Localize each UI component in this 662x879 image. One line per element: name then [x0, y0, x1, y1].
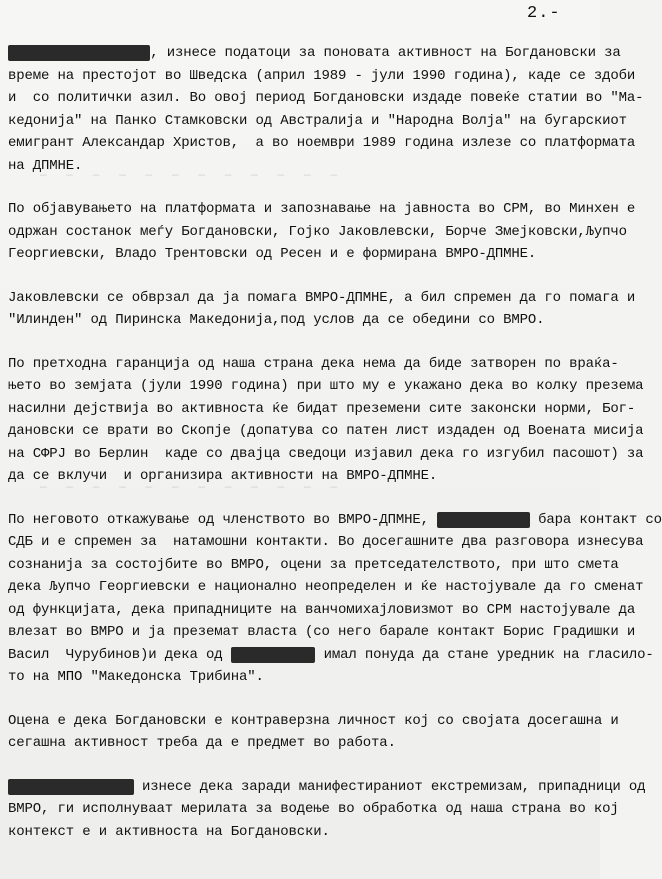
redacted-name: Величковски Добри [9, 45, 150, 61]
text-segment: дановски се врати во Скопје (допатува со патен лист издаден од Воената мисија [8, 423, 644, 439]
text-segment: на СФРЈ во Берлин каде со двајца сведоци изјавил дека го изгубил пасошот) за [8, 445, 644, 462]
text-segment: дека Љупчо Георгиевски е национално неопределен и ќе настојувале да го сменат [8, 579, 644, 595]
text-segment: насилни дејствија во активноста ќе бидат преземени сите законски норми, Бог- [8, 400, 636, 417]
text-segment: Оцена е дека Богдановски е контраверзна личност кој со својата досегашна и [8, 712, 619, 729]
text-line [8, 776, 646, 799]
text-segment: време на престојот во Шведска (април 1989 - јули 1990 година), каде се здоби [8, 67, 636, 84]
text-segment: од функцијата, дека припадниците на ванчомихајловизмот во СРМ настојувале да [8, 601, 636, 618]
text-line [8, 221, 627, 244]
redacted-name: Димо Попов [231, 646, 315, 663]
redacted-name: Богдановски [438, 511, 529, 528]
page-number: 2.- [527, 4, 561, 23]
text-segment: одржан состанок меѓу Богдановски, Гојко Јаковлевски, Борче Змејковски,Љупчо [8, 223, 627, 240]
text-line [8, 732, 593, 755]
text-segment: на ДПМНЕ. [8, 157, 83, 174]
text-line [8, 798, 619, 821]
text-line [8, 576, 644, 599]
paragraph [8, 287, 636, 332]
text-line [8, 65, 636, 88]
text-segment: , изнесе податоци за поновата активност на Богдановски за [150, 45, 621, 61]
text-line [8, 353, 619, 376]
text-line [8, 621, 636, 644]
text-segment: бара контакт со [529, 511, 662, 528]
show-through-text: — — — — — — — — — — — — [40, 170, 338, 182]
text-segment: контекст е и активноста на Богдановски. [8, 823, 330, 840]
text-segment: Васил Чурубинов)и дека од [8, 646, 231, 663]
text-line [8, 821, 593, 844]
paragraph [8, 42, 644, 177]
paragraph [8, 509, 662, 689]
text-line [8, 243, 593, 266]
text-segment: Георгиевски, Владо Трентовски од Ресен и е формирана ВМРО-ДПМНЕ. [8, 246, 537, 262]
text-line [8, 155, 593, 178]
text-line [8, 110, 627, 133]
text-segment: имал понуда да стане уредник на гласило- [315, 646, 654, 663]
text-line [8, 599, 636, 622]
text-line [8, 132, 636, 155]
text-line [8, 710, 619, 733]
text-line [8, 509, 662, 532]
paragraph [8, 353, 644, 488]
text-segment: По неговото откажување од членството во ВМРО-ДПМНЕ, [8, 511, 438, 528]
document-body [8, 42, 662, 864]
text-line [8, 42, 621, 65]
text-line [8, 443, 644, 466]
text-segment: сознанија за состојбите во ВМРО, оцени за претседателството, при што смета [8, 556, 619, 573]
show-through-text: — — — — — — — — — — — — [40, 482, 338, 494]
text-line [8, 375, 644, 398]
text-line [8, 666, 593, 689]
redacted-name: Божидар Кулески [9, 778, 133, 795]
text-segment: њето во земјата (јули 1990 година) при што му е укажано дека во колку презема [8, 378, 644, 394]
text-segment: влезат во ВМРО и ја преземат власта (со него барале контакт Борис Градишки и [8, 624, 636, 640]
text-segment: кедонија" на Панко Стамковски од Австралија и "Народна Волја" на бугарскиот [8, 112, 627, 129]
text-line [8, 644, 654, 667]
paragraph [8, 776, 646, 844]
text-segment: да се вклучи и организира активности на ВМРО-ДПМНЕ. [8, 468, 438, 484]
text-segment: По објавувањето на платформата и запознавање на јавноста во СРМ, во Минхен е [8, 201, 636, 217]
text-line [8, 198, 636, 221]
text-segment: Јаковлевски се обврзал да ја помага ВМРО-ДПМНЕ, а бил спремен да го помага и [8, 289, 636, 306]
text-line [8, 87, 644, 110]
text-line [8, 420, 644, 443]
text-segment: ВМРО, ги исполнуваат мерилата за водење во обработка од наша страна во кој [8, 801, 619, 817]
paragraph [8, 710, 619, 755]
text-segment: "Илинден" од Пиринска Македонија,под услов да се обедини со ВМРО. [8, 312, 545, 328]
text-line [8, 287, 636, 310]
text-segment: и со политички азил. Во овој период Богдановски издаде повеќе статии во "Ма- [8, 90, 644, 106]
text-segment: емигрант Александар Христов, а во ноември 1989 година излезе со платформата [8, 135, 636, 151]
text-segment: изнесе дека заради манифестираниот екстремизам, припадници од [133, 778, 646, 795]
paragraph [8, 198, 636, 266]
text-segment: то на МПО "Македонска Трибина". [8, 669, 264, 685]
text-line [8, 309, 593, 332]
text-line [8, 398, 636, 421]
text-line [8, 554, 619, 577]
text-line [8, 465, 593, 488]
text-segment: По претходна гаранција од наша страна дека нема да биде затворен по враќа- [8, 355, 619, 372]
text-segment: сегашна активност треба да е предмет во работа. [8, 735, 396, 751]
text-segment: СДБ и е спремен за натамошни контакти. Во досегашните два разговора изнесува [8, 534, 644, 550]
text-line [8, 531, 644, 554]
